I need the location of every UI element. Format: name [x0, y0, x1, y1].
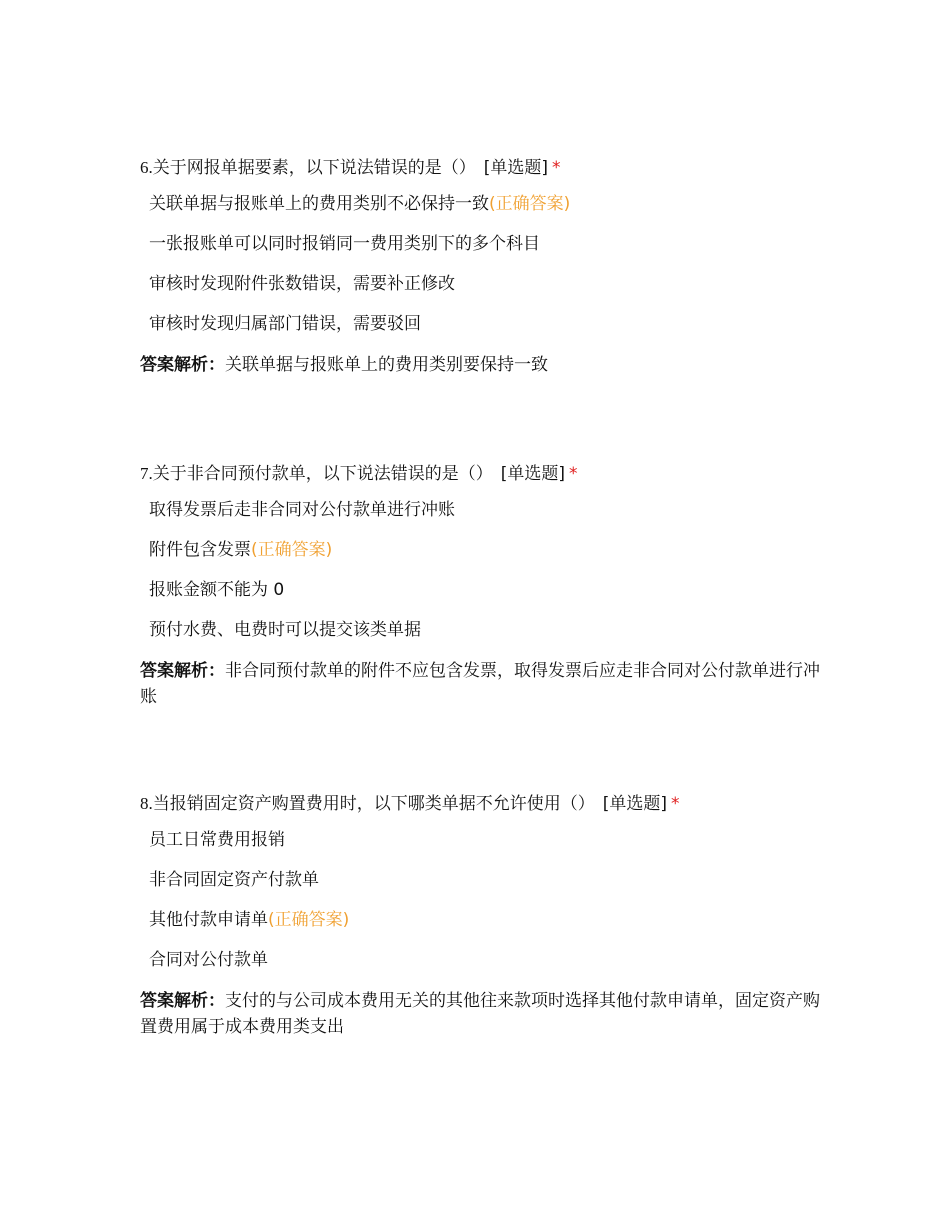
- question-6: [140, 157, 820, 378]
- option-text: 关联单据与报账单上的费用类别不必保持一致: [149, 194, 489, 214]
- option-text: 审核时发现归属部门错误，需要驳回: [149, 314, 421, 334]
- answer-analysis: [140, 658, 820, 710]
- option-text: 其他付款申请单: [149, 910, 268, 930]
- option-item: [140, 869, 820, 909]
- question-7: [140, 463, 820, 710]
- answer-analysis: [140, 352, 820, 378]
- question-number: 7.: [140, 464, 153, 483]
- option-text: 附件包含发票: [149, 540, 251, 560]
- option-text: 取得发票后走非合同对公付款单进行冲账: [149, 500, 455, 520]
- option-item: [140, 233, 820, 273]
- analysis-label: 答案解析：: [140, 355, 225, 375]
- option-item: [140, 499, 820, 539]
- correct-answer-tag: (正确答案): [251, 540, 333, 560]
- question-title: [140, 793, 820, 815]
- option-item: [140, 539, 820, 579]
- option-text: 合同对公付款单: [149, 950, 268, 970]
- analysis-text: 关联单据与报账单上的费用类别要保持一致: [225, 355, 548, 375]
- question-8: [140, 793, 820, 1040]
- option-item: [140, 579, 820, 619]
- option-item: [140, 193, 820, 233]
- analysis-label: 答案解析：: [140, 991, 225, 1011]
- correct-answer-tag: (正确答案): [489, 194, 571, 214]
- option-item: [140, 909, 820, 949]
- correct-answer-tag: (正确答案): [268, 910, 350, 930]
- options-list: [140, 499, 820, 659]
- required-mark: *: [569, 464, 578, 484]
- options-list: [140, 829, 820, 989]
- required-mark: *: [552, 158, 561, 178]
- option-item: [140, 313, 820, 353]
- question-title: [140, 157, 820, 179]
- option-item: [140, 829, 820, 869]
- analysis-text: 非合同预付款单的附件不应包含发票，取得发票后应走非合同对公付款单进行冲账: [140, 661, 820, 707]
- question-type: [单选题]: [500, 464, 566, 484]
- option-text: 预付水费、电费时可以提交该类单据: [149, 620, 421, 640]
- question-number: 6.: [140, 158, 153, 177]
- option-item: [140, 619, 820, 659]
- options-list: [140, 193, 820, 353]
- option-text: 员工日常费用报销: [149, 830, 285, 850]
- question-text: 当报销固定资产购置费用时，以下哪类单据不允许使用（）: [152, 794, 595, 814]
- option-text: 一张报账单可以同时报销同一费用类别下的多个科目: [149, 234, 540, 254]
- question-title: [140, 463, 820, 485]
- option-item: [140, 949, 820, 989]
- analysis-label: 答案解析：: [140, 661, 225, 681]
- answer-analysis: [140, 988, 820, 1040]
- question-type: [单选题]: [483, 158, 549, 178]
- required-mark: *: [671, 794, 680, 814]
- option-text: 报账金额不能为 0: [149, 580, 285, 600]
- question-text: 关于网报单据要素，以下说法错误的是（）: [152, 158, 476, 178]
- option-item: [140, 273, 820, 313]
- question-number: 8.: [140, 794, 153, 813]
- option-text: 非合同固定资产付款单: [149, 870, 319, 890]
- analysis-text: 支付的与公司成本费用无关的其他往来款项时选择其他付款申请单，固定资产购置费用属于成本费用类支出: [140, 991, 820, 1037]
- option-text: 审核时发现附件张数错误，需要补正修改: [149, 274, 455, 294]
- question-text: 关于非合同预付款单，以下说法错误的是（）: [152, 464, 493, 484]
- question-type: [单选题]: [602, 794, 668, 814]
